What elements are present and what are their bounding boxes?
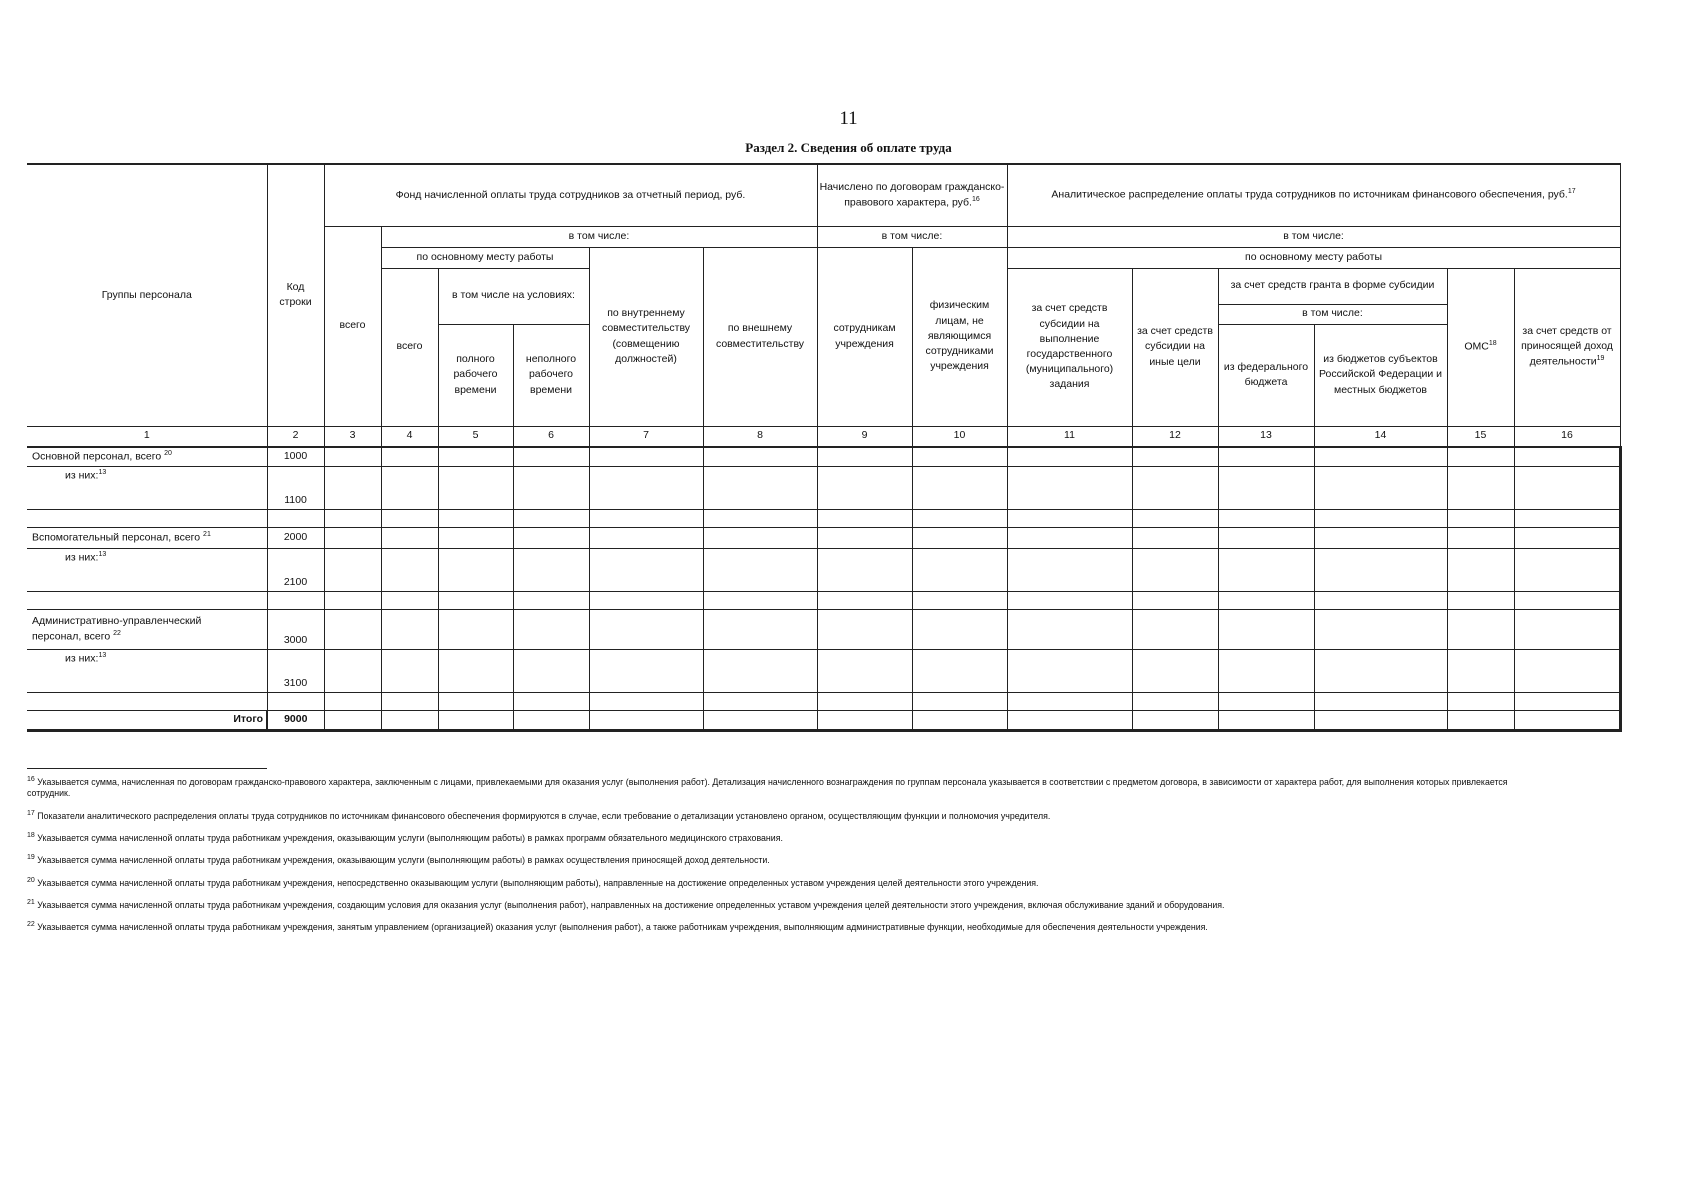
header-incl-grant: в том числе: — [1218, 304, 1447, 324]
footnote: $^{17}$ Показатели аналитического распределения оплаты труда сотрудников по источникам финансового обеспечения формируются в случае, если требование о детализации установлено органом, осуществляющим функции и полномочия учредителя. — [27, 809, 1051, 821]
column-number: 15 — [1447, 426, 1514, 447]
table-row — [27, 549, 1620, 592]
data-cell[interactable] — [438, 528, 513, 549]
data-cell[interactable] — [1514, 711, 1620, 731]
header-individuals: физическим лицам, не являющимся сотрудниками учреждения — [912, 247, 1007, 426]
header-incl-analytic: в том числе: — [1007, 226, 1620, 247]
empty-code — [267, 592, 324, 610]
table-row — [27, 693, 1620, 711]
column-number: 3 — [324, 426, 381, 447]
data-cell[interactable] — [513, 711, 589, 731]
data-cell[interactable] — [513, 549, 589, 592]
header-fund: Фонд начисленной оплаты труда сотрудников за отчетный период, руб. — [324, 164, 817, 226]
data-cell[interactable] — [589, 693, 703, 711]
header-groups: Группы персонала — [27, 164, 267, 426]
data-cell[interactable] — [438, 467, 513, 510]
data-cell[interactable] — [1132, 549, 1218, 592]
data-cell[interactable] — [703, 711, 817, 731]
row-label-admin: Административно-управленческий персонал, всего $^{22}$ — [27, 610, 267, 650]
data-cell[interactable] — [438, 650, 513, 693]
row-label-total: Итого — [27, 711, 267, 731]
empty-code — [267, 693, 324, 711]
header-part-time: неполного рабочего времени — [513, 324, 589, 426]
footnote: $^{22}$ Указывается сумма начисленной оплаты труда работникам учреждения, занятым управлением (организацией) оказания услуг (выполнения работ), а также работникам учреждения, выполняющим административные функции, необходимые для обеспечения деятельности учреждения. — [27, 921, 1208, 933]
data-cell[interactable] — [1447, 510, 1514, 528]
column-number: 7 — [589, 426, 703, 447]
data-cell[interactable] — [513, 528, 589, 549]
data-cell[interactable] — [589, 467, 703, 510]
footnote: $^{20}$ Указывается сумма начисленной оплаты труда работникам учреждения, непосредственно оказывающим услуги (выполняющим работы), направленные на достижение определенных уставом учреждения целей деятельности этого учреждения. — [27, 876, 1039, 888]
data-cell[interactable] — [589, 549, 703, 592]
data-cell[interactable] — [1514, 650, 1620, 693]
empty-label — [27, 693, 267, 711]
header-external: по внешнему совместительству — [703, 247, 817, 426]
data-cell[interactable] — [324, 447, 381, 467]
data-cell[interactable] — [324, 610, 381, 650]
column-number: 6 — [513, 426, 589, 447]
data-cell[interactable] — [381, 610, 438, 650]
data-cell[interactable] — [589, 592, 703, 610]
data-cell[interactable] — [589, 610, 703, 650]
data-cell[interactable] — [912, 447, 1007, 467]
payroll-table — [27, 163, 1622, 732]
data-cell[interactable] — [1132, 693, 1218, 711]
data-cell[interactable] — [912, 650, 1007, 693]
data-cell[interactable] — [381, 447, 438, 467]
empty-label — [27, 592, 267, 610]
data-cell[interactable] — [324, 592, 381, 610]
table-row — [27, 650, 1620, 693]
data-cell[interactable] — [381, 693, 438, 711]
row-label-main: Основной персонал, всего $^{20}$ — [27, 447, 267, 467]
column-number: 8 — [703, 426, 817, 447]
data-cell[interactable] — [703, 528, 817, 549]
data-cell[interactable] — [381, 549, 438, 592]
data-cell[interactable] — [1007, 549, 1132, 592]
data-cell[interactable] — [1218, 711, 1314, 731]
row-code: 2100 — [267, 549, 324, 592]
header-oms: ОМС$^{18}$ — [1447, 268, 1514, 426]
data-cell[interactable] — [912, 711, 1007, 731]
data-cell[interactable] — [817, 549, 912, 592]
data-cell[interactable] — [1007, 447, 1132, 467]
row-code: 1100 — [267, 467, 324, 510]
data-cell[interactable] — [1514, 528, 1620, 549]
data-cell[interactable] — [324, 650, 381, 693]
header-incl-conditions: в том числе на условиях: — [438, 268, 589, 324]
data-cell[interactable] — [912, 549, 1007, 592]
data-cell[interactable] — [1314, 650, 1447, 693]
data-cell[interactable] — [817, 711, 912, 731]
data-cell[interactable] — [817, 592, 912, 610]
data-cell[interactable] — [703, 693, 817, 711]
data-cell[interactable] — [817, 467, 912, 510]
data-cell[interactable] — [1314, 528, 1447, 549]
row-label-of-them: из них:$^{13}$ — [27, 650, 267, 693]
data-cell[interactable] — [1132, 610, 1218, 650]
data-cell[interactable] — [1447, 467, 1514, 510]
data-cell[interactable] — [1314, 447, 1447, 467]
header-total-main: всего — [381, 268, 438, 426]
data-cell[interactable] — [589, 528, 703, 549]
data-cell[interactable] — [703, 510, 817, 528]
data-cell[interactable] — [1007, 528, 1132, 549]
column-number: 1 — [27, 426, 267, 447]
section-title: Раздел 2. Сведения об оплате труда — [745, 140, 952, 155]
header-code: Код строки — [267, 164, 324, 426]
data-cell[interactable] — [1447, 610, 1514, 650]
data-cell[interactable] — [817, 528, 912, 549]
header-grant: за счет средств гранта в форме субсидии — [1218, 268, 1447, 304]
data-cell[interactable] — [513, 467, 589, 510]
table-row — [27, 510, 1620, 528]
header-internal: по внутреннему совместительству (совмещению должностей) — [589, 247, 703, 426]
data-cell[interactable] — [1314, 693, 1447, 711]
data-cell[interactable] — [1218, 447, 1314, 467]
column-number: 16 — [1514, 426, 1620, 447]
data-cell[interactable] — [1514, 549, 1620, 592]
table-row — [27, 528, 1620, 549]
data-cell[interactable] — [513, 510, 589, 528]
empty-label — [27, 510, 267, 528]
header-analytic: Аналитическое распределение оплаты труда сотрудников по источникам финансового обеспечения, руб.$^{17}$ — [1007, 164, 1620, 226]
data-cell[interactable] — [1132, 467, 1218, 510]
data-cell[interactable] — [438, 549, 513, 592]
data-cell[interactable] — [1447, 693, 1514, 711]
data-cell[interactable] — [1447, 650, 1514, 693]
data-cell[interactable] — [1314, 592, 1447, 610]
data-cell[interactable] — [1314, 549, 1447, 592]
data-cell[interactable] — [1514, 447, 1620, 467]
row-code: 1000 — [267, 447, 324, 467]
data-cell[interactable] — [438, 447, 513, 467]
data-cell[interactable] — [324, 711, 381, 731]
header-full-time: полного рабочего времени — [438, 324, 513, 426]
data-cell[interactable] — [703, 549, 817, 592]
data-cell[interactable] — [703, 592, 817, 610]
data-cell[interactable] — [1007, 650, 1132, 693]
page-number: 11 — [839, 108, 858, 129]
column-number: 9 — [817, 426, 912, 447]
data-cell[interactable] — [381, 510, 438, 528]
table-row — [27, 467, 1620, 510]
header-federal: из федерального бюджета — [1218, 324, 1314, 426]
header-subsidy-task: за счет средств субсидии на выполнение государственного (муниципального) задания — [1007, 268, 1132, 426]
header-incl-contracts: в том числе: — [817, 226, 1007, 247]
header-income: за счет средств от приносящей доход деятельности$^{19}$ — [1514, 268, 1620, 426]
data-cell[interactable] — [1218, 610, 1314, 650]
row-label-of-them: из них:$^{13}$ — [27, 467, 267, 510]
data-cell[interactable] — [324, 528, 381, 549]
data-cell[interactable] — [513, 610, 589, 650]
data-cell[interactable] — [1218, 650, 1314, 693]
data-cell[interactable] — [1447, 447, 1514, 467]
data-cell[interactable] — [1314, 711, 1447, 731]
header-main-place: по основному месту работы — [381, 247, 589, 268]
column-number: 10 — [912, 426, 1007, 447]
data-cell[interactable] — [1132, 592, 1218, 610]
data-cell[interactable] — [324, 467, 381, 510]
data-cell[interactable] — [381, 711, 438, 731]
data-cell[interactable] — [1447, 592, 1514, 610]
column-numbers-row — [27, 426, 1620, 447]
data-cell[interactable] — [1447, 549, 1514, 592]
data-cell[interactable] — [1218, 592, 1314, 610]
data-cell[interactable] — [589, 447, 703, 467]
data-cell[interactable] — [1132, 711, 1218, 731]
data-cell[interactable] — [1314, 610, 1447, 650]
data-cell[interactable] — [817, 447, 912, 467]
data-cell[interactable] — [703, 610, 817, 650]
data-cell[interactable] — [1218, 467, 1314, 510]
data-cell[interactable] — [438, 711, 513, 731]
empty-code — [267, 510, 324, 528]
data-cell[interactable] — [1007, 510, 1132, 528]
data-cell[interactable] — [438, 693, 513, 711]
data-cell[interactable] — [1132, 528, 1218, 549]
table-row-total — [27, 711, 1620, 731]
data-cell[interactable] — [1514, 510, 1620, 528]
data-cell[interactable] — [438, 610, 513, 650]
column-number: 11 — [1007, 426, 1132, 447]
data-cell[interactable] — [381, 467, 438, 510]
data-cell[interactable] — [817, 693, 912, 711]
column-number: 2 — [267, 426, 324, 447]
header-main-place-analytic: по основному месту работы — [1007, 247, 1620, 268]
row-code: 2000 — [267, 528, 324, 549]
row-label-of-them: из них:$^{13}$ — [27, 549, 267, 592]
data-cell[interactable] — [703, 447, 817, 467]
footnote: $^{18}$ Указывается сумма начисленной оплаты труда работникам учреждения, оказывающим услуги (выполняющим работы) в рамках программ обязательного медицинского страхования. — [27, 832, 783, 844]
table-row — [27, 592, 1620, 610]
column-number: 4 — [381, 426, 438, 447]
data-cell[interactable] — [1218, 528, 1314, 549]
data-cell[interactable] — [703, 467, 817, 510]
data-cell[interactable] — [381, 528, 438, 549]
data-cell[interactable] — [1007, 693, 1132, 711]
footnote-divider — [27, 768, 267, 769]
data-cell[interactable] — [513, 693, 589, 711]
column-number: 12 — [1132, 426, 1218, 447]
data-cell[interactable] — [1447, 528, 1514, 549]
data-cell[interactable] — [381, 592, 438, 610]
data-cell[interactable] — [324, 510, 381, 528]
data-cell[interactable] — [1007, 592, 1132, 610]
data-cell[interactable] — [912, 592, 1007, 610]
data-cell[interactable] — [912, 693, 1007, 711]
header-regional: из бюджетов субъектов Российской Федерации и местных бюджетов — [1314, 324, 1447, 426]
data-cell[interactable] — [513, 650, 589, 693]
data-cell[interactable] — [912, 610, 1007, 650]
data-cell[interactable] — [589, 711, 703, 731]
data-cell[interactable] — [1007, 467, 1132, 510]
data-cell[interactable] — [438, 510, 513, 528]
data-cell[interactable] — [817, 610, 912, 650]
data-cell[interactable] — [1514, 467, 1620, 510]
header-total-all: всего — [324, 226, 381, 426]
data-cell[interactable] — [1514, 592, 1620, 610]
data-cell[interactable] — [817, 650, 912, 693]
data-cell[interactable] — [1314, 467, 1447, 510]
header-subsidy-other: за счет средств субсидии на иные цели — [1132, 268, 1218, 426]
row-code: 3000 — [267, 610, 324, 650]
data-cell[interactable] — [1314, 510, 1447, 528]
data-cell[interactable] — [912, 467, 1007, 510]
data-cell[interactable] — [589, 510, 703, 528]
data-cell[interactable] — [912, 528, 1007, 549]
footnotes — [27, 768, 1547, 943]
data-cell[interactable] — [1132, 447, 1218, 467]
column-number: 5 — [438, 426, 513, 447]
data-cell[interactable] — [1218, 693, 1314, 711]
data-cell[interactable] — [513, 592, 589, 610]
data-cell[interactable] — [513, 447, 589, 467]
data-cell[interactable] — [1218, 510, 1314, 528]
data-cell[interactable] — [589, 650, 703, 693]
data-cell[interactable] — [703, 650, 817, 693]
table-row — [27, 610, 1620, 650]
data-cell[interactable] — [1514, 610, 1620, 650]
data-cell[interactable] — [1218, 549, 1314, 592]
data-cell[interactable] — [381, 650, 438, 693]
data-cell[interactable] — [1007, 711, 1132, 731]
header-contracts: Начислено по договорам гражданско-правового характера, руб.$^{16}$ — [817, 164, 1007, 226]
row-label-aux: Вспомогательный персонал, всего $^{21}$ — [27, 528, 267, 549]
column-number: 14 — [1314, 426, 1447, 447]
data-cell[interactable] — [1447, 711, 1514, 731]
data-cell[interactable] — [324, 693, 381, 711]
column-number: 13 — [1218, 426, 1314, 447]
header-employees: сотрудникам учреждения — [817, 247, 912, 426]
row-code: 3100 — [267, 650, 324, 693]
footnote: $^{19}$ Указывается сумма начисленной оплаты труда работникам учреждения, оказывающим услуги (выполняющим работы) в рамках осуществления приносящей доход деятельности. — [27, 854, 770, 866]
footnote: $^{21}$ Указывается сумма начисленной оплаты труда работникам учреждения, создающим условия для оказания услуг (выполнения работ), направленных на достижение определенных уставом учреждения целей деятельности этого учреждения, включая обслуживание зданий и оборудования. — [27, 899, 1225, 911]
data-cell[interactable] — [817, 510, 912, 528]
data-cell[interactable] — [912, 510, 1007, 528]
header-incl-fund: в том числе: — [381, 226, 817, 247]
data-cell[interactable] — [1132, 650, 1218, 693]
data-cell[interactable] — [1132, 510, 1218, 528]
table-row — [27, 447, 1620, 467]
data-cell[interactable] — [1514, 693, 1620, 711]
footnote: $^{16}$ Указывается сумма, начисленная по договорам гражданско-правового характера, заключенным с лицами, привлекаемыми для оказания услуг (выполнения работ). Детализация начисленного вознаграждения по группам персонала указывается в соответствии с предметом договора, в зависимости от характера работ, для выполнения которых привлекается сотрудник. — [27, 776, 1508, 799]
data-cell[interactable] — [438, 592, 513, 610]
data-cell[interactable] — [1007, 610, 1132, 650]
data-cell[interactable] — [324, 549, 381, 592]
row-code: 9000 — [267, 711, 324, 731]
